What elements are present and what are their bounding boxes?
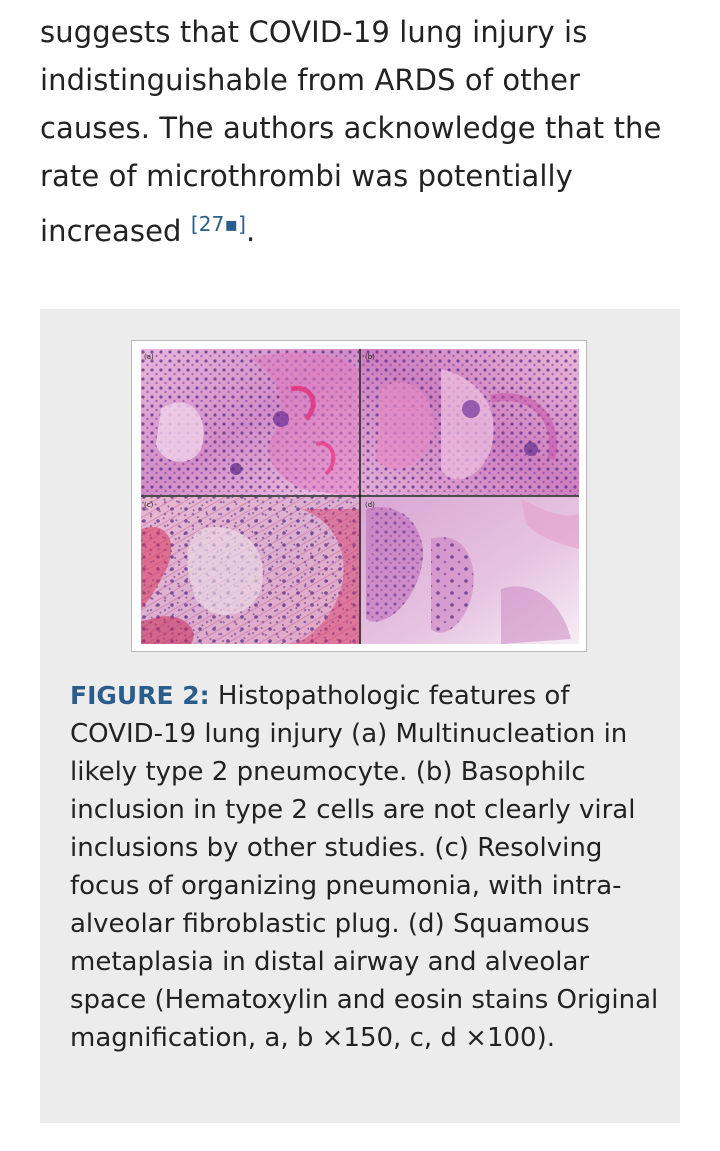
figure-container — [40, 309, 680, 1123]
paragraph-text: suggests that COVID-19 lung injury is indistinguishable from ARDS of other causes. The authors acknowledge that the rate of microthrombi was potentially increased — [40, 15, 662, 248]
article-body — [40, 8, 680, 255]
figure-caption-label: FIGURE 2: — [70, 681, 210, 710]
panel-c — [141, 497, 359, 644]
panel-c-label: (c) — [144, 501, 154, 509]
panel-d-label: (d) — [365, 501, 375, 509]
panel-a — [141, 349, 359, 495]
panel-b — [361, 349, 579, 495]
reference-link[interactable]: [27▪] — [190, 212, 246, 236]
histopathology-image — [141, 349, 579, 644]
article-paragraph — [40, 8, 680, 255]
panel-a-label: (a) — [144, 353, 154, 361]
figure-image-frame[interactable] — [131, 340, 587, 652]
paragraph-end: . — [245, 214, 256, 248]
figure-caption — [70, 677, 660, 1057]
figure-caption-text: Histopathologic features of COVID-19 lung injury (a) Multinucleation in likely type 2 pneumocyte. (b) Basophilc inclusion in type 2 cells are not clearly viral inclusions by other studies. (c) Resolving focus of organizing pneumonia, with intra-alveolar fibroblastic plug. (d) Squamous metaplasia in distal airway and alveolar space (Hematoxylin and eosin stains Original magnification, a, b ×150, c, d ×100). — [70, 681, 659, 1053]
panel-d — [361, 497, 579, 644]
panel-b-label: (b) — [365, 353, 375, 361]
